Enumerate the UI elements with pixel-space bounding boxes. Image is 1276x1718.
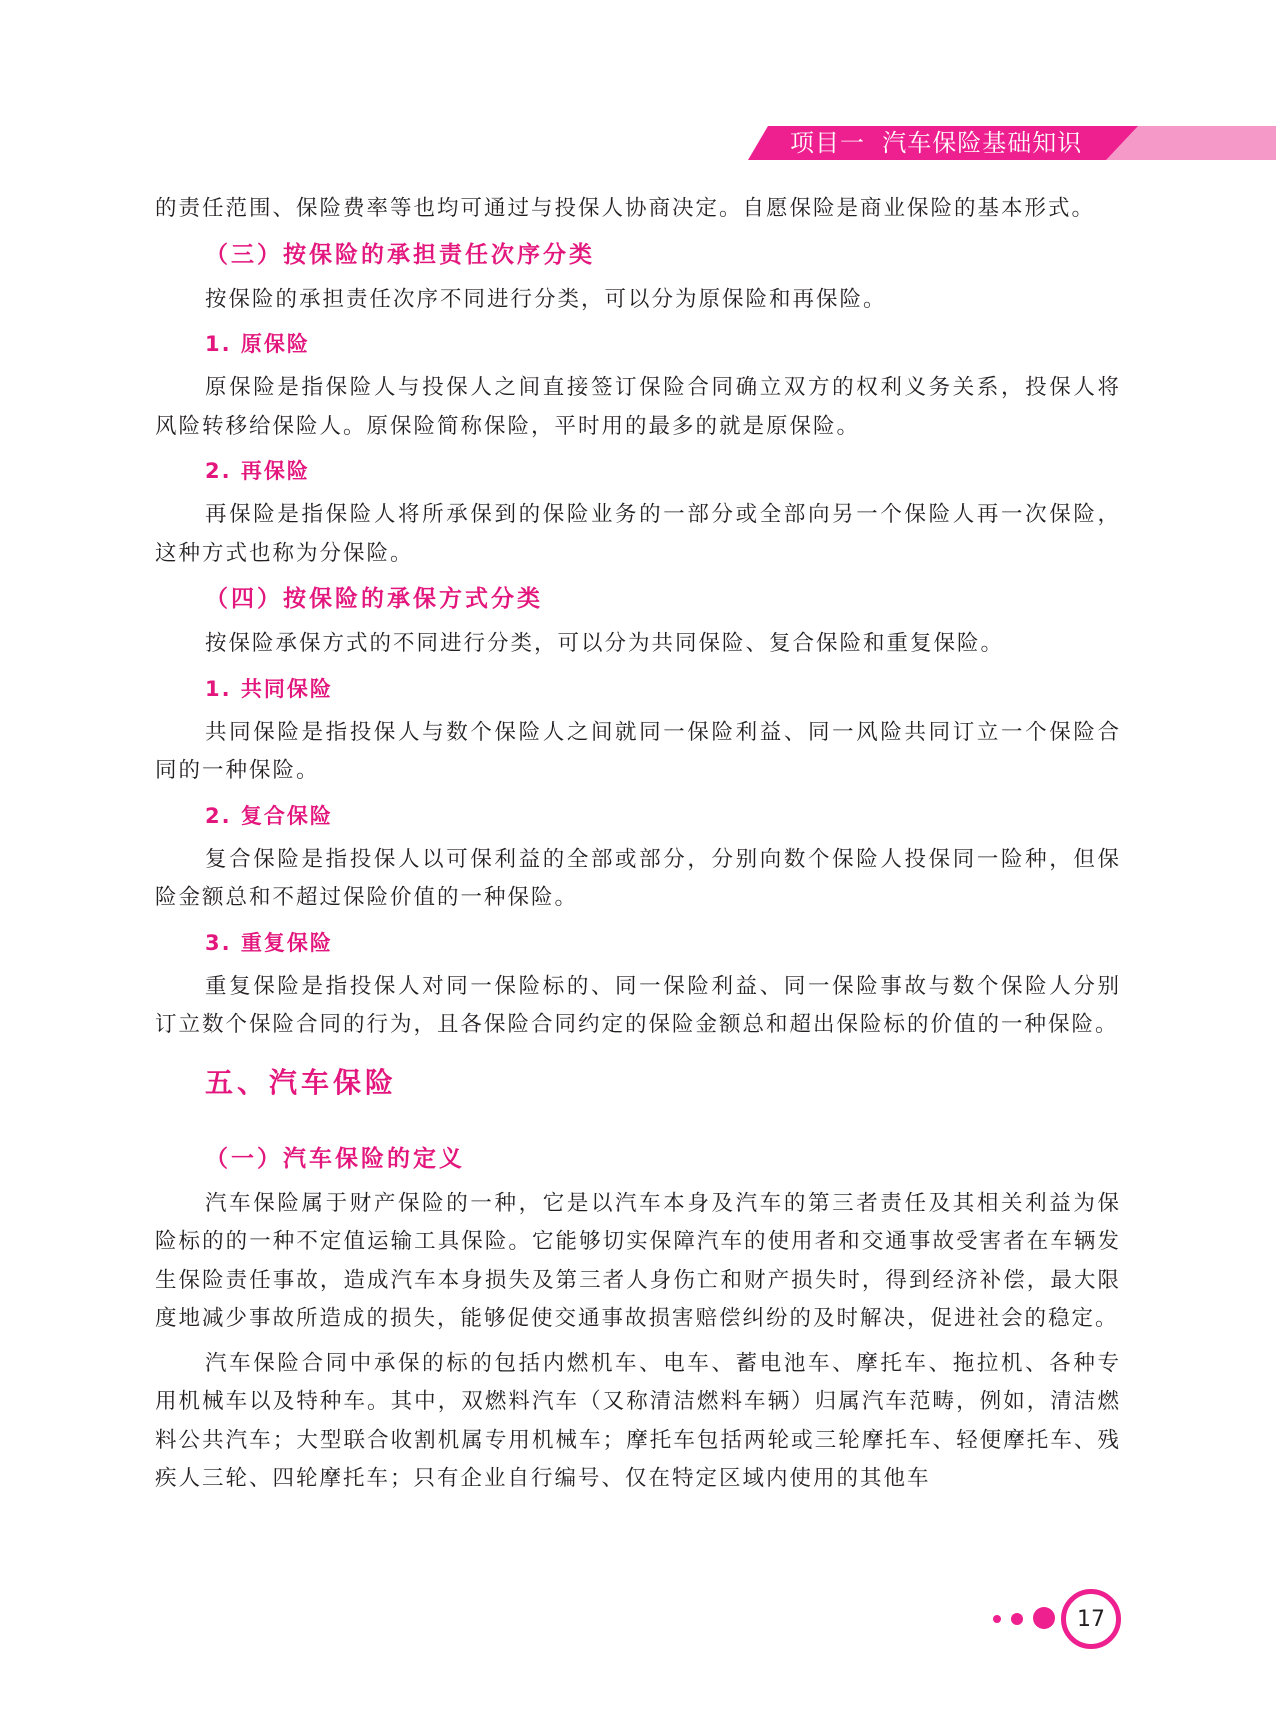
paragraph: 汽车保险属于财产保险的一种，它是以汽车本身及汽车的第三者责任及其相关利益为保险标的的一种不定值运输工具保险。它能够切实保障汽车的使用者和交通事故受害者在车辆发生保险责任事故，造成汽车本身损失及第三者人身伤亡和财产损失时，得到经济补偿，最大限度地减少事故所造成的损失，能够促使交通事故损害赔偿纠纷的及时解决，促进社会的稳定。	[155, 1190, 1121, 1331]
page-footer	[985, 1585, 1135, 1655]
subsection-heading: （四）按保险的承保方式分类	[205, 585, 543, 612]
paragraph: 按保险的承担责任次序不同进行分类，可以分为原保险和再保险。	[205, 286, 887, 312]
paragraph: 的责任范围、保险费率等也均可通过与投保人协商决定。自愿保险是商业保险的基本形式。	[155, 196, 1096, 221]
paragraph: 再保险是指保险人将所承保到的保险业务的一部分或全部向另一个保险人再一次保险，这种方式也称为分保险。	[155, 502, 1121, 566]
section-heading: 五、汽车保险	[205, 1065, 398, 1099]
item-heading: 1. 原保险	[205, 332, 310, 356]
page-number: 17	[1061, 1589, 1121, 1649]
paragraph: 原保险是指保险人与投保人之间直接签订保险合同确立双方的权利义务关系，投保人将风险转移给保险人。原保险简称保险，平时用的最多的就是原保险。	[155, 375, 1121, 439]
item-heading: 1. 共同保险	[205, 676, 333, 701]
paragraph: 按保险承保方式的不同进行分类，可以分为共同保险、复合保险和重复保险。	[205, 631, 1005, 656]
page-content	[155, 190, 1121, 1505]
subsection-heading: （三）按保险的承担责任次序分类	[205, 240, 595, 268]
paragraph: 共同保险是指投保人与数个保险人之间就同一保险利益、同一风险共同订立一个保险合同的一种保险。	[155, 719, 1121, 783]
chapter-title: 项目一 汽车保险基础知识	[790, 129, 1083, 157]
item-heading: 3. 重复保险	[205, 930, 333, 955]
decorative-dot-icon	[1011, 1613, 1023, 1625]
item-heading: 2. 再保险	[205, 459, 310, 483]
decorative-dot-icon	[993, 1615, 1001, 1623]
paragraph: 复合保险是指投保人以可保利益的全部或部分，分别向数个保险人投保同一险种，但保险金额总和不超过保险价值的一种保险。	[155, 846, 1121, 910]
decorative-dot-icon	[1033, 1607, 1055, 1629]
item-heading: 2. 复合保险	[205, 803, 333, 828]
paragraph: 汽车保险合同中承保的标的包括内燃机车、电车、蓄电池车、摩托车、拖拉机、各种专用机械车以及特种车。其中，双燃料汽车（又称清洁燃料车辆）归属汽车范畴，例如，清洁燃料公共汽车；大型联合收割机属专用机械车；摩托车包括两轮或三轮摩托车、轻便摩托车、残疾人三轮、四轮摩托车；只有企业自行编号、仅在特定区域内使用的其他车	[155, 1350, 1121, 1491]
subsection-heading: （一）汽车保险的定义	[205, 1144, 465, 1172]
paragraph: 重复保险是指投保人对同一保险标的、同一保险利益、同一保险事故与数个保险人分别订立数个保险合同的行为，且各保险合同约定的保险金额总和超出保险标的价值的一种保险。	[155, 973, 1121, 1037]
